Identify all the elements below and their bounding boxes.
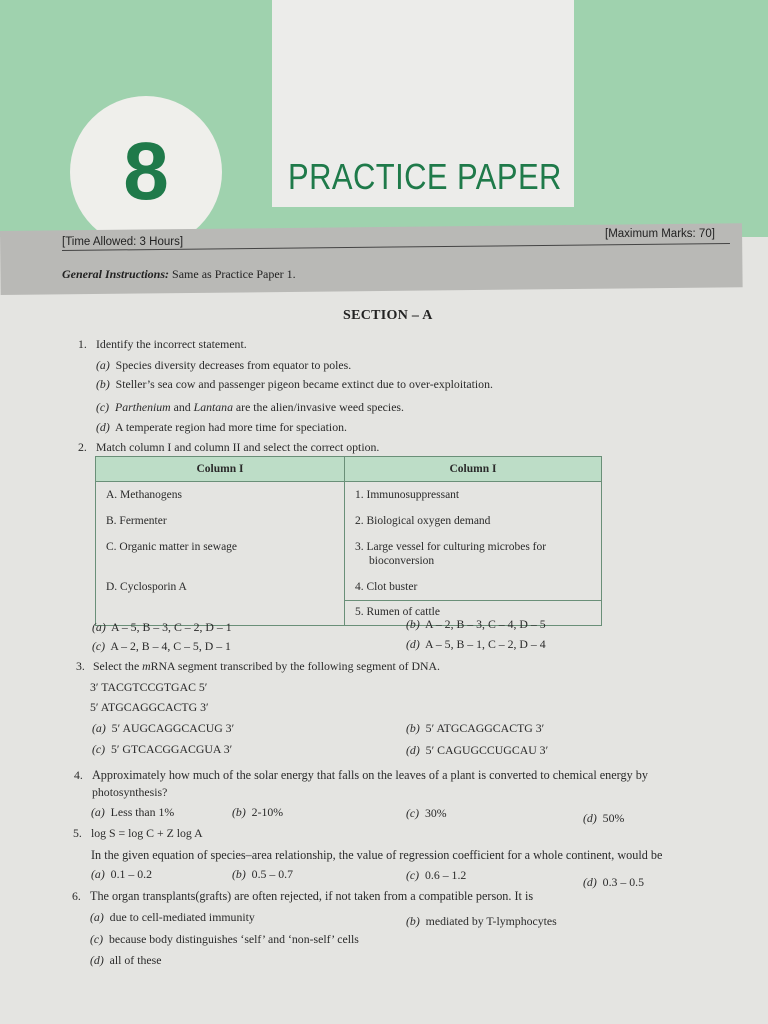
q5-d-label: (d) (583, 875, 597, 889)
q4-c-label: (c) (406, 806, 420, 820)
q6-d-text: all of these (109, 953, 162, 967)
q2-b-label: (b) (406, 617, 420, 631)
q3-d-label: (d) (406, 743, 420, 757)
q1-number: 1. (78, 337, 87, 351)
q5-option-d (583, 875, 644, 890)
instructions-label: General Instructions: (62, 267, 170, 281)
q4-b-label: (b) (232, 805, 246, 819)
q6-b-label: (b) (406, 914, 420, 928)
q1-a-label: (a) (96, 358, 110, 372)
q5-a-text: 0.1 – 0.2 (110, 867, 152, 881)
q6-text: The organ transplants(grafts) are often rejected, if not taken from a compatible person. It is (90, 889, 534, 903)
q1-c-text1: Parthenium (115, 400, 171, 414)
q3-b-text: 5′ ATGCAGGCACTG 3′ (425, 721, 545, 735)
q2-c-text: A – 2, B – 4, C – 5, D – 1 (110, 639, 231, 653)
q5-c-label: (c) (406, 868, 420, 882)
q6-option-b (406, 914, 557, 929)
table-cell: B. Fermenter (96, 508, 345, 534)
q5-option-c (406, 868, 466, 883)
q5-b-label: (b) (232, 867, 246, 881)
q4-text-line1: Approximately how much of the solar energy that falls on the leaves of a plant is converted to chemical energy by (92, 768, 648, 782)
q3-c-label: (c) (92, 742, 106, 756)
q5-d-text: 0.3 – 0.5 (602, 875, 644, 889)
q4-c-text: 30% (425, 806, 447, 820)
q4-number: 4. (74, 768, 83, 782)
q3-option-b (406, 721, 544, 736)
q3-dna-seq1: 3′ TACGTCCGTGAC 5′ (90, 680, 208, 694)
q2-a-text: A – 5, B – 3, C – 2, D – 1 (111, 620, 232, 634)
q5-text: In the given equation of species–area relationship, the value of regression coefficient for a whole continent, would be (91, 848, 663, 862)
q2-option-d (406, 637, 546, 652)
q4-option-a (91, 805, 174, 820)
q6-a-label: (a) (90, 910, 104, 924)
table-cell: 4. Clot buster (345, 575, 602, 601)
q1-option-a (96, 358, 351, 373)
q1-c-text3: Lantana (193, 400, 233, 414)
table-cell: C. Organic matter in sewage (96, 534, 345, 575)
q2-option-a (92, 620, 232, 635)
instructions-text: Same as Practice Paper 1. (169, 267, 296, 281)
q3-text-m: m (142, 659, 151, 673)
q1-c-text4: are the alien/invasive weed species. (232, 400, 404, 414)
q4-a-text: Less than 1% (110, 805, 175, 819)
cell-line-1: 3. Large vessel for culturing microbes for (355, 541, 547, 553)
q2-option-b (406, 617, 546, 632)
q3-text (93, 659, 440, 674)
match-table (95, 456, 602, 626)
q1-d-text: A temperate region had more time for speciation. (115, 420, 347, 434)
q3-number: 3. (76, 659, 85, 673)
q1-a-text: Species diversity decreases from equator to poles. (115, 358, 352, 372)
table-cell (345, 534, 602, 575)
q2-text: Match column I and column II and select the correct option. (96, 440, 380, 454)
q4-d-label: (d) (583, 811, 597, 825)
q2-number: 2. (78, 440, 87, 454)
q4-a-label: (a) (91, 805, 105, 819)
table-header-row (96, 457, 602, 482)
q2-option-c (92, 639, 231, 654)
q2-d-label: (d) (406, 637, 420, 651)
q6-option-d (90, 953, 161, 968)
time-allowed: [Time Allowed: 3 Hours] (62, 236, 184, 248)
q1-text: Identify the incorrect statement. (96, 337, 247, 351)
chapter-badge (70, 96, 222, 248)
q4-d-text: 50% (602, 811, 625, 825)
q6-b-text: mediated by T-lymphocytes (425, 914, 557, 928)
q3-option-c (92, 742, 232, 757)
q3-b-label: (b) (406, 721, 420, 735)
q5-equation: log S = log C + Z log A (91, 826, 203, 840)
q3-a-text: 5′ AUGCAGGCACUG 3′ (111, 721, 235, 735)
q4-option-b (232, 805, 283, 820)
q3-d-text: 5′ CAGUGCCUGCAU 3′ (425, 743, 549, 757)
q5-c-text: 0.6 – 1.2 (425, 868, 467, 882)
table-cell: D. Cyclosporin A (96, 575, 345, 601)
q6-c-label: (c) (90, 932, 104, 946)
table-cell: 2. Biological oxygen demand (345, 508, 602, 534)
q1-b-label: (b) (96, 377, 110, 391)
q1-c-text2: and (170, 400, 194, 414)
q2-d-text: A – 5, B – 1, C – 2, D – 4 (425, 637, 546, 651)
q4-option-c (406, 806, 447, 821)
table-cell: 5. Rumen of cattle (345, 601, 602, 626)
q3-dna-seq2: 5′ ATGCAGGCACTG 3′ (90, 700, 209, 714)
q6-number: 6. (72, 889, 81, 903)
q1-option-c (96, 400, 404, 415)
column-i-header: Column I (96, 457, 345, 482)
q6-option-c (90, 932, 359, 947)
section-heading: SECTION – A (343, 308, 433, 323)
table-row (96, 482, 602, 509)
table-cell: 1. Immunosuppressant (345, 482, 602, 509)
q3-c-text: 5′ GTCACGGACGUA 3′ (111, 742, 233, 756)
q3-text2: RNA segment transcribed by the following segment of DNA. (150, 659, 440, 673)
q1-option-d (96, 420, 347, 435)
q1-c-label: (c) (96, 400, 110, 414)
page-title: PRACTICE PAPER (288, 156, 562, 197)
q4-b-text: 2-10% (251, 805, 284, 819)
q1-b-text: Steller’s sea cow and passenger pigeon became extinct due to over-exploitation. (115, 377, 493, 391)
q2-c-label: (c) (92, 639, 106, 653)
q5-a-label: (a) (91, 867, 105, 881)
q5-option-a (91, 867, 152, 882)
q6-d-label: (d) (90, 953, 104, 967)
q5-b-text: 0.5 – 0.7 (251, 867, 293, 881)
q5-option-b (232, 867, 293, 882)
maximum-marks: [Maximum Marks: 70] (605, 228, 715, 240)
q5-number: 5. (73, 826, 82, 840)
table-row (96, 534, 602, 575)
q1-d-label: (d) (96, 420, 110, 434)
table-row (96, 575, 602, 601)
q4-text-line2: photosynthesis? (92, 785, 168, 799)
q2-a-label: (a) (92, 620, 106, 634)
q2-b-text: A – 2, B – 3, C – 4, D – 5 (425, 617, 546, 631)
q3-a-label: (a) (92, 721, 106, 735)
table-row (96, 508, 602, 534)
q6-a-text: due to cell-mediated immunity (109, 910, 255, 924)
general-instructions (62, 267, 296, 282)
table-cell: A. Methanogens (96, 482, 345, 509)
cell-line-2: bioconversion (369, 555, 435, 567)
q3-text1: Select the (93, 659, 143, 673)
q3-option-a (92, 721, 234, 736)
q6-c-text: because body distinguishes ‘self’ and ‘non-self’ cells (109, 932, 359, 946)
q3-option-d (406, 743, 548, 758)
column-ii-header: Column I (345, 457, 602, 482)
chapter-number: 8 (123, 126, 169, 217)
title-box (272, 0, 574, 207)
q1-option-b (96, 377, 493, 392)
q6-option-a (90, 910, 255, 925)
q4-option-d (583, 811, 624, 826)
